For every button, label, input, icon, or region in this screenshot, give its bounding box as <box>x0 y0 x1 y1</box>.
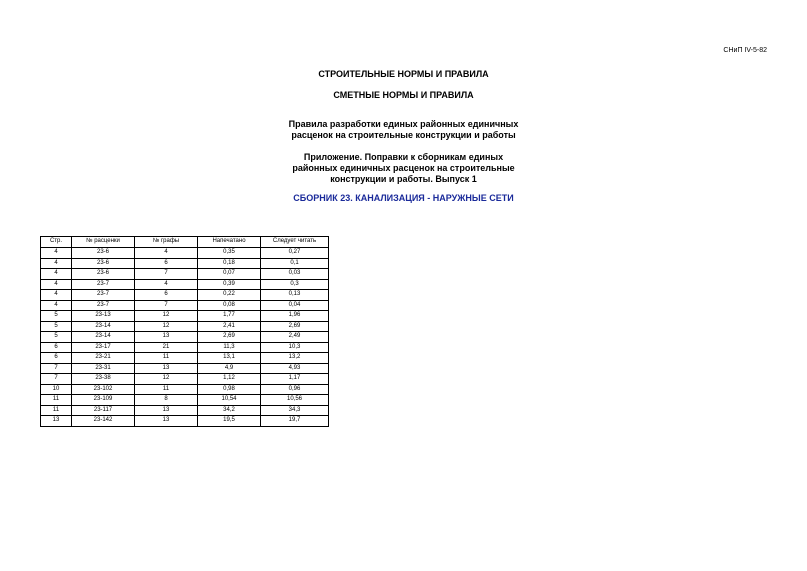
cell-column-number: 12 <box>135 321 198 332</box>
appendix-title-line-1: Приложение. Поправки к сборникам единых <box>303 152 504 162</box>
cell-should-read: 10,56 <box>261 395 329 406</box>
cell-printed: 11,3 <box>198 342 261 353</box>
cell-printed: 0,98 <box>198 384 261 395</box>
cell-rate-number: 23-31 <box>72 363 135 374</box>
cell-column-number: 13 <box>135 332 198 343</box>
cell-printed: 19,5 <box>198 416 261 427</box>
cell-printed: 2,41 <box>198 321 261 332</box>
cell-should-read: 0,03 <box>261 269 329 280</box>
cell-column-number: 4 <box>135 248 198 259</box>
cell-page: 4 <box>41 300 72 311</box>
cell-should-read: 34,3 <box>261 405 329 416</box>
table-row <box>41 416 329 427</box>
header-rate-number: № расценки <box>72 237 135 248</box>
document-code: СНиП IV-5-82 <box>723 47 767 54</box>
cell-printed: 0,35 <box>198 248 261 259</box>
cell-should-read: 4,93 <box>261 363 329 374</box>
cell-printed: 1,12 <box>198 374 261 385</box>
cell-column-number: 13 <box>135 416 198 427</box>
cell-rate-number: 23-21 <box>72 353 135 364</box>
cell-rate-number: 23-7 <box>72 300 135 311</box>
table-row <box>41 269 329 280</box>
cell-page: 11 <box>41 395 72 406</box>
cell-should-read: 1,17 <box>261 374 329 385</box>
cell-column-number: 7 <box>135 269 198 280</box>
cell-page: 4 <box>41 279 72 290</box>
cell-should-read: 2,69 <box>261 321 329 332</box>
cell-page: 6 <box>41 342 72 353</box>
cell-column-number: 13 <box>135 363 198 374</box>
cell-should-read: 0,96 <box>261 384 329 395</box>
cell-should-read: 0,04 <box>261 300 329 311</box>
cell-column-number: 6 <box>135 258 198 269</box>
cell-page: 5 <box>41 311 72 322</box>
cell-should-read: 0,3 <box>261 279 329 290</box>
cell-should-read: 0,27 <box>261 248 329 259</box>
cell-rate-number: 23-6 <box>72 258 135 269</box>
cell-should-read: 0,13 <box>261 290 329 301</box>
appendix-title-line-2: районных единичных расценок на строительные <box>292 163 515 173</box>
cell-page: 7 <box>41 363 72 374</box>
cell-rate-number: 23-6 <box>72 248 135 259</box>
cell-page: 7 <box>41 374 72 385</box>
header-should-read: Следует читать <box>261 237 329 248</box>
table-header-row <box>41 237 329 248</box>
cell-should-read: 13,2 <box>261 353 329 364</box>
table-row <box>41 279 329 290</box>
cell-column-number: 11 <box>135 384 198 395</box>
table-row <box>41 248 329 259</box>
cell-printed: 2,69 <box>198 332 261 343</box>
cell-rate-number: 23-102 <box>72 384 135 395</box>
cell-printed: 0,18 <box>198 258 261 269</box>
cell-printed: 0,07 <box>198 269 261 280</box>
cell-printed: 0,22 <box>198 290 261 301</box>
cell-printed: 1,77 <box>198 311 261 322</box>
table-row <box>41 384 329 395</box>
header-page: Стр. <box>41 237 72 248</box>
header-column-number: № графы <box>135 237 198 248</box>
cell-page: 11 <box>41 405 72 416</box>
appendix-title-line-3: конструкции и работы. Выпуск 1 <box>330 174 477 184</box>
cell-page: 10 <box>41 384 72 395</box>
cell-rate-number: 23-6 <box>72 269 135 280</box>
cell-rate-number: 23-14 <box>72 321 135 332</box>
table-row <box>41 300 329 311</box>
cell-page: 4 <box>41 290 72 301</box>
table-row <box>41 332 329 343</box>
appendix-title <box>0 152 807 185</box>
cell-rate-number: 23-7 <box>72 290 135 301</box>
main-title: СТРОИТЕЛЬНЫЕ НОРМЫ И ПРАВИЛА <box>318 69 489 79</box>
cell-rate-number: 23-7 <box>72 279 135 290</box>
corrections-table <box>40 236 329 427</box>
cell-should-read: 0,1 <box>261 258 329 269</box>
cell-column-number: 6 <box>135 290 198 301</box>
cell-page: 13 <box>41 416 72 427</box>
cell-should-read: 2,49 <box>261 332 329 343</box>
cell-printed: 4,9 <box>198 363 261 374</box>
cell-rate-number: 23-13 <box>72 311 135 322</box>
table-row <box>41 395 329 406</box>
cell-column-number: 21 <box>135 342 198 353</box>
table-row <box>41 258 329 269</box>
cell-printed: 0,39 <box>198 279 261 290</box>
table-body <box>41 248 329 427</box>
cell-page: 4 <box>41 248 72 259</box>
header-printed: Напечатано <box>198 237 261 248</box>
table-row <box>41 353 329 364</box>
cell-printed: 10,54 <box>198 395 261 406</box>
cell-printed: 13,1 <box>198 353 261 364</box>
cell-rate-number: 23-109 <box>72 395 135 406</box>
table-row <box>41 363 329 374</box>
cell-column-number: 7 <box>135 300 198 311</box>
cell-should-read: 19,7 <box>261 416 329 427</box>
cell-printed: 34,2 <box>198 405 261 416</box>
cell-column-number: 11 <box>135 353 198 364</box>
table-row <box>41 405 329 416</box>
cell-should-read: 10,3 <box>261 342 329 353</box>
cell-page: 4 <box>41 269 72 280</box>
cell-rate-number: 23-117 <box>72 405 135 416</box>
document-title <box>0 119 807 141</box>
document-title-line-1: Правила разработки единых районных единичных <box>288 119 519 129</box>
cell-column-number: 13 <box>135 405 198 416</box>
cell-page: 5 <box>41 321 72 332</box>
cell-should-read: 1,96 <box>261 311 329 322</box>
section-heading: СБОРНИК 23. КАНАЛИЗАЦИЯ - НАРУЖНЫЕ СЕТИ <box>293 193 514 203</box>
document-title-line-2: расценок на строительные конструкции и работы <box>291 130 516 140</box>
table-row <box>41 311 329 322</box>
table-row <box>41 374 329 385</box>
cell-rate-number: 23-38 <box>72 374 135 385</box>
cell-page: 4 <box>41 258 72 269</box>
cell-rate-number: 23-142 <box>72 416 135 427</box>
sub-title: СМЕТНЫЕ НОРМЫ И ПРАВИЛА <box>333 90 474 100</box>
cell-printed: 0,08 <box>198 300 261 311</box>
cell-column-number: 4 <box>135 279 198 290</box>
table-row <box>41 342 329 353</box>
table-row <box>41 321 329 332</box>
cell-rate-number: 23-17 <box>72 342 135 353</box>
cell-column-number: 8 <box>135 395 198 406</box>
cell-column-number: 12 <box>135 374 198 385</box>
cell-column-number: 12 <box>135 311 198 322</box>
cell-rate-number: 23-14 <box>72 332 135 343</box>
table-row <box>41 290 329 301</box>
cell-page: 6 <box>41 353 72 364</box>
cell-page: 5 <box>41 332 72 343</box>
